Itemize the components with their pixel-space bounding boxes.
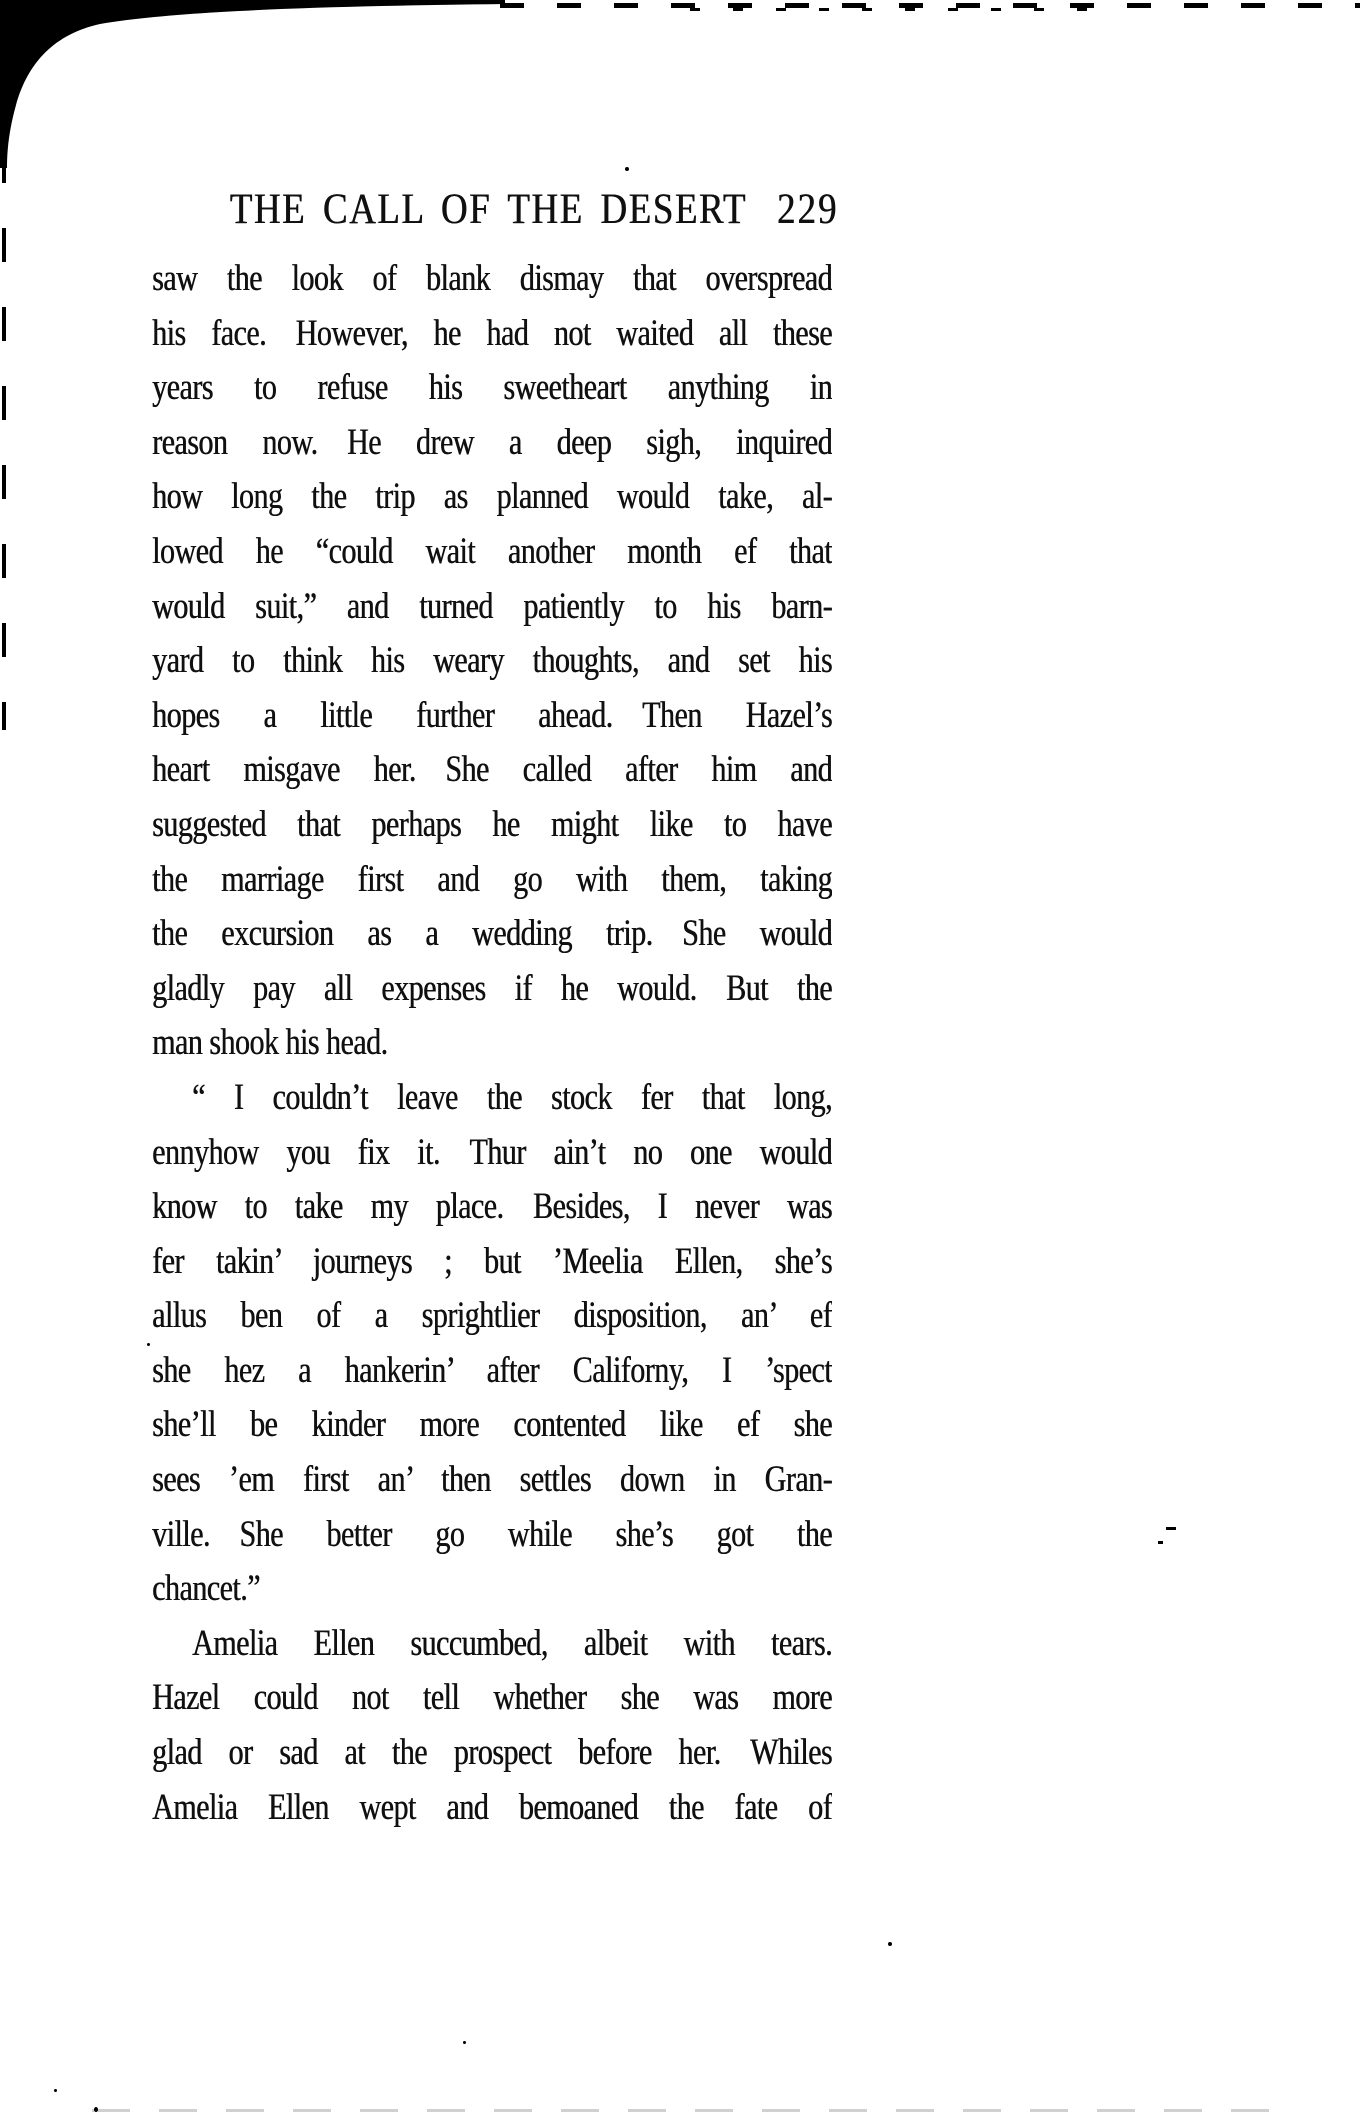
running-header xyxy=(152,184,874,235)
text-line: saw the look of blank dismay that overspread xyxy=(152,258,832,299)
text-line: man shook his head. xyxy=(152,1022,388,1063)
text-line: how long the trip as planned would take, al- xyxy=(152,476,832,517)
scan-speck xyxy=(147,1343,150,1346)
scan-speck xyxy=(94,2107,98,2112)
text-line: Amelia Ellen wept and bemoaned the fate of xyxy=(152,1786,832,1828)
text-line: she’ll be kinder more contented like ef she xyxy=(152,1404,832,1445)
text-line: chancet.” xyxy=(152,1568,260,1609)
text-line: would suit,” and turned patiently to his barn- xyxy=(152,585,832,627)
running-header-title: THE CALL OF THE DESERT xyxy=(229,185,747,234)
text-line: ville. She better go while she’s got the xyxy=(152,1513,832,1555)
text-line: suggested that perhaps he might like to have xyxy=(152,804,832,845)
text-line: reason now. He drew a deep sigh, inquired xyxy=(152,421,832,463)
scan-speck xyxy=(888,1942,892,1946)
scan-speck xyxy=(1158,1541,1163,1544)
text-line: yard to think his weary thoughts, and set his xyxy=(152,640,832,681)
text-line: glad or sad at the prospect before her. Whiles xyxy=(152,1732,832,1773)
scan-speck xyxy=(1166,1527,1176,1530)
text-line: the marriage first and go with them, taking xyxy=(152,858,832,899)
text-line: Hazel could not tell whether she was more xyxy=(152,1677,832,1718)
text-line: lowed he “could wait another month ef that xyxy=(152,531,832,572)
text-line: ennyhow you fix it. Thur ain’t no one would xyxy=(152,1131,832,1172)
text-line: years to refuse his sweetheart anything in xyxy=(152,367,832,408)
text-line: Amelia Ellen succumbed, albeit with tears. xyxy=(192,1623,832,1664)
text-line: “ I couldn’t leave the stock fer that long, xyxy=(192,1077,832,1118)
text-line: the excursion as a wedding trip. She would xyxy=(152,913,832,954)
scan-artifact-top-dashes-2 xyxy=(690,8,1110,11)
scan-speck xyxy=(625,167,629,171)
scan-artifact-left-dashes xyxy=(2,70,6,730)
text-line: heart misgave her. She called after him and xyxy=(152,749,832,790)
text-line: she hez a hankerin’ after Californy, I ’spect xyxy=(152,1350,832,1391)
text-line: gladly pay all expenses if he would. But the xyxy=(152,967,832,1009)
text-line: fer takin’ journeys ; but ’Meelia Ellen, she’s xyxy=(152,1240,832,1282)
scan-speck xyxy=(463,2041,466,2044)
scan-speck xyxy=(54,2089,57,2092)
page-body xyxy=(152,252,832,1835)
text-line: allus ben of a sprightlier disposition, an’ ef xyxy=(152,1295,832,1336)
scan-artifact-corner-wedge xyxy=(0,0,520,170)
page-number: 229 xyxy=(776,185,839,234)
text-line: hopes a little further ahead. Then Hazel’s xyxy=(152,694,832,736)
scan-artifact-bottom-dashes xyxy=(92,2109,1272,2112)
text-line: sees ’em first an’ then settles down in Gran- xyxy=(152,1459,832,1500)
text-line: his face. However, he had not waited all these xyxy=(152,312,832,354)
text-line: know to take my place. Besides, I never was xyxy=(152,1186,832,1227)
